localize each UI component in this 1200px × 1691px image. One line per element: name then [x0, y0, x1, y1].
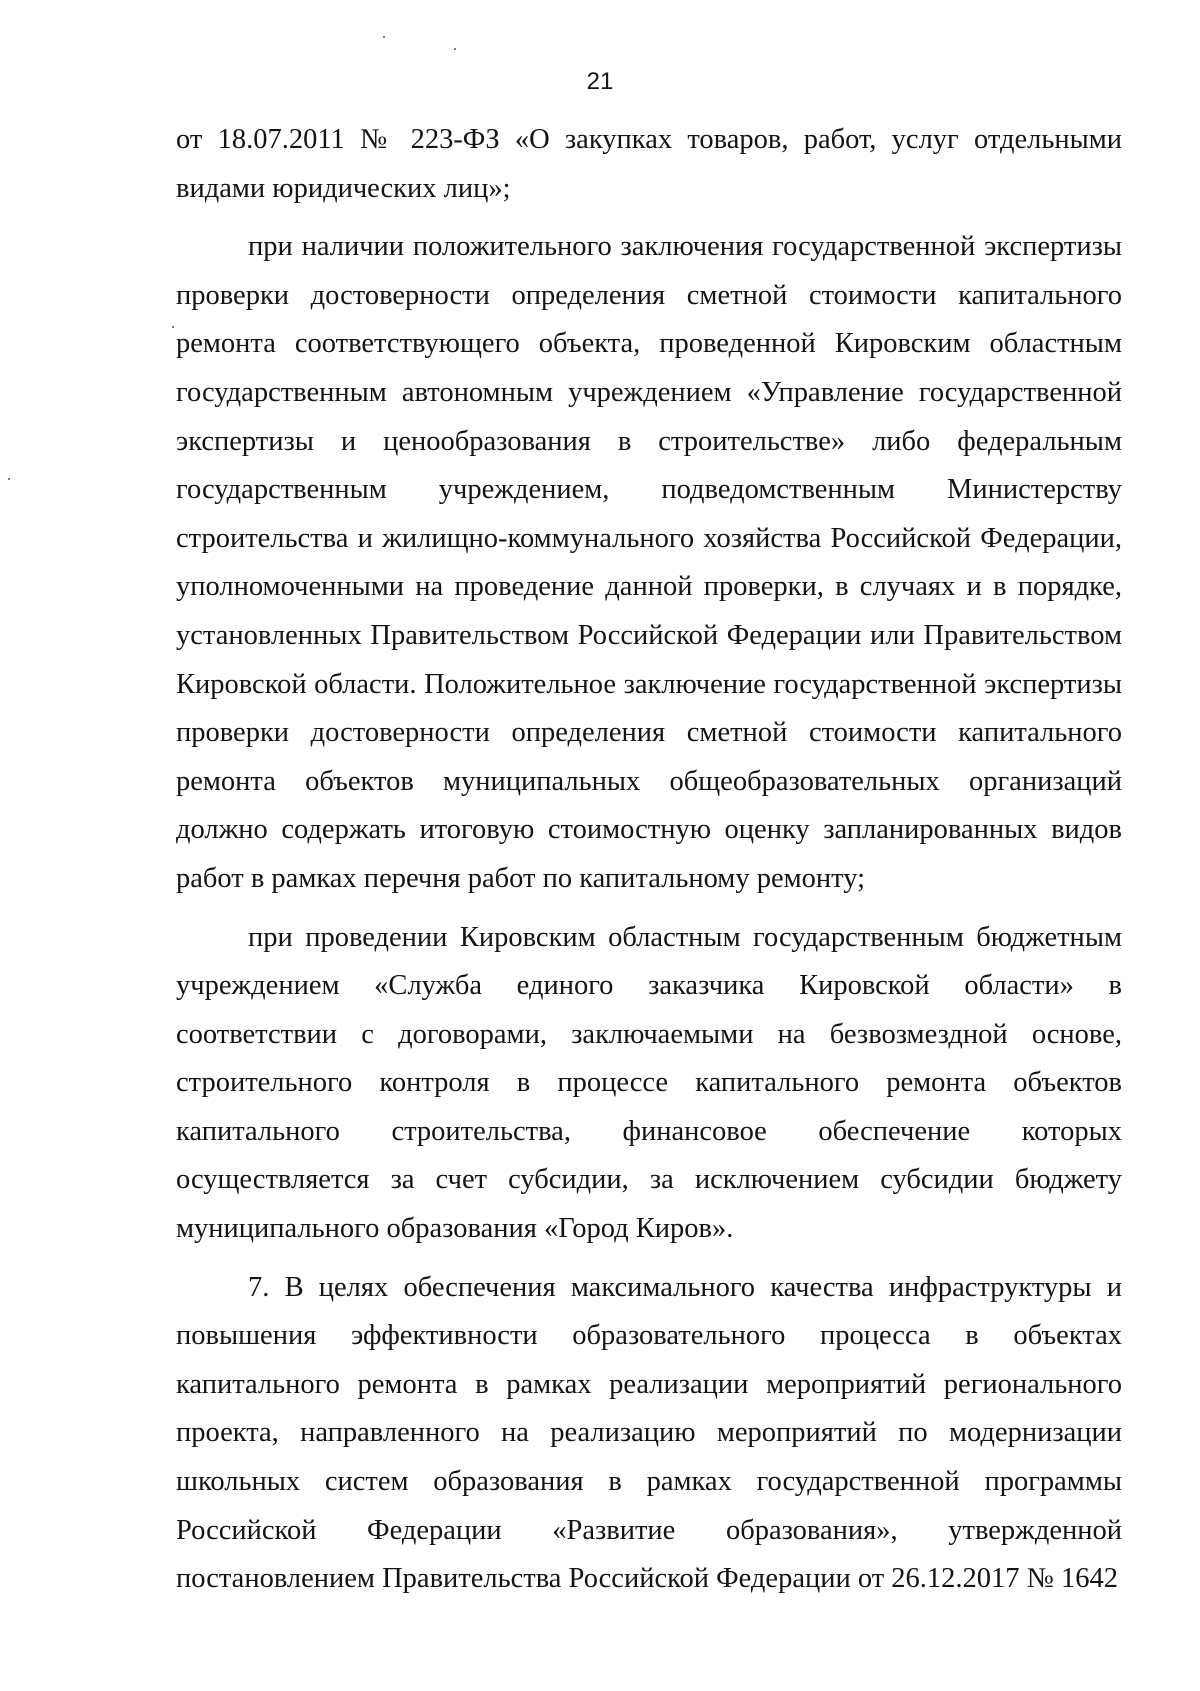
scan-speck	[454, 48, 456, 50]
paragraph-1: от 18.07.2011 № 223-ФЗ «О закупках товаров, работ, услуг отдельными видами юридических лиц»;	[176, 124, 1122, 204]
paragraph-3: при проведении Кировским областным государственным бюджетным учреждением «Служба единого заказчика Кировской области» в соответствии с договорами, заключаемыми на безвозмездной основе, строительного контроля в процессе капитального ремонта объектов капитального строительства, финансовое обеспечение которых осуществляется за счет субсидии, за исключением субсидии бюджету муниципального образования «Город Киров».	[176, 921, 1122, 1245]
page-number: 21	[586, 68, 614, 95]
paragraph-4: 7. В целях обеспечения максимального качества инфраструктуры и повышения эффективности образовательного процесса в объектах капитального ремонта в рамках реализации мероприятий регионального проекта, направленного на реализацию мероприятий по модернизации школьных систем образования в рамках государственной программы Российской Федерации «Развитие образования», утвержденной постановлением Правительства Российской Федерации от 26.12.2017 № 1642	[176, 1271, 1122, 1595]
scan-speck	[8, 478, 10, 480]
document-body	[176, 116, 1122, 1604]
scan-speck	[172, 326, 174, 328]
paragraph-2: при наличии положительного заключения государственной экспертизы проверки достоверности определения сметной стоимости капитального ремонта соответствующего объекта, проведенной Кировским областным государственным автономным учреждением «Управление государственной экспертизы и ценообразования в строительстве» либо федеральным государственным учреждением, подведомственным Министерству строительства и жилищно-коммунального хозяйства Российской Федерации, уполномоченными на проведение данной проверки, в случаях и в порядке, установленных Правительством Российской Федерации или Правительством Кировской области. Положительное заключение государственной экспертизы проверки достоверности определения сметной стоимости капитального ремонта объектов муниципальных общеобразовательных организаций должно содержать итоговую стоимостную оценку запланированных видов работ в рамках перечня работ по капитальному ремонту;	[176, 231, 1122, 894]
scan-speck	[383, 36, 385, 38]
